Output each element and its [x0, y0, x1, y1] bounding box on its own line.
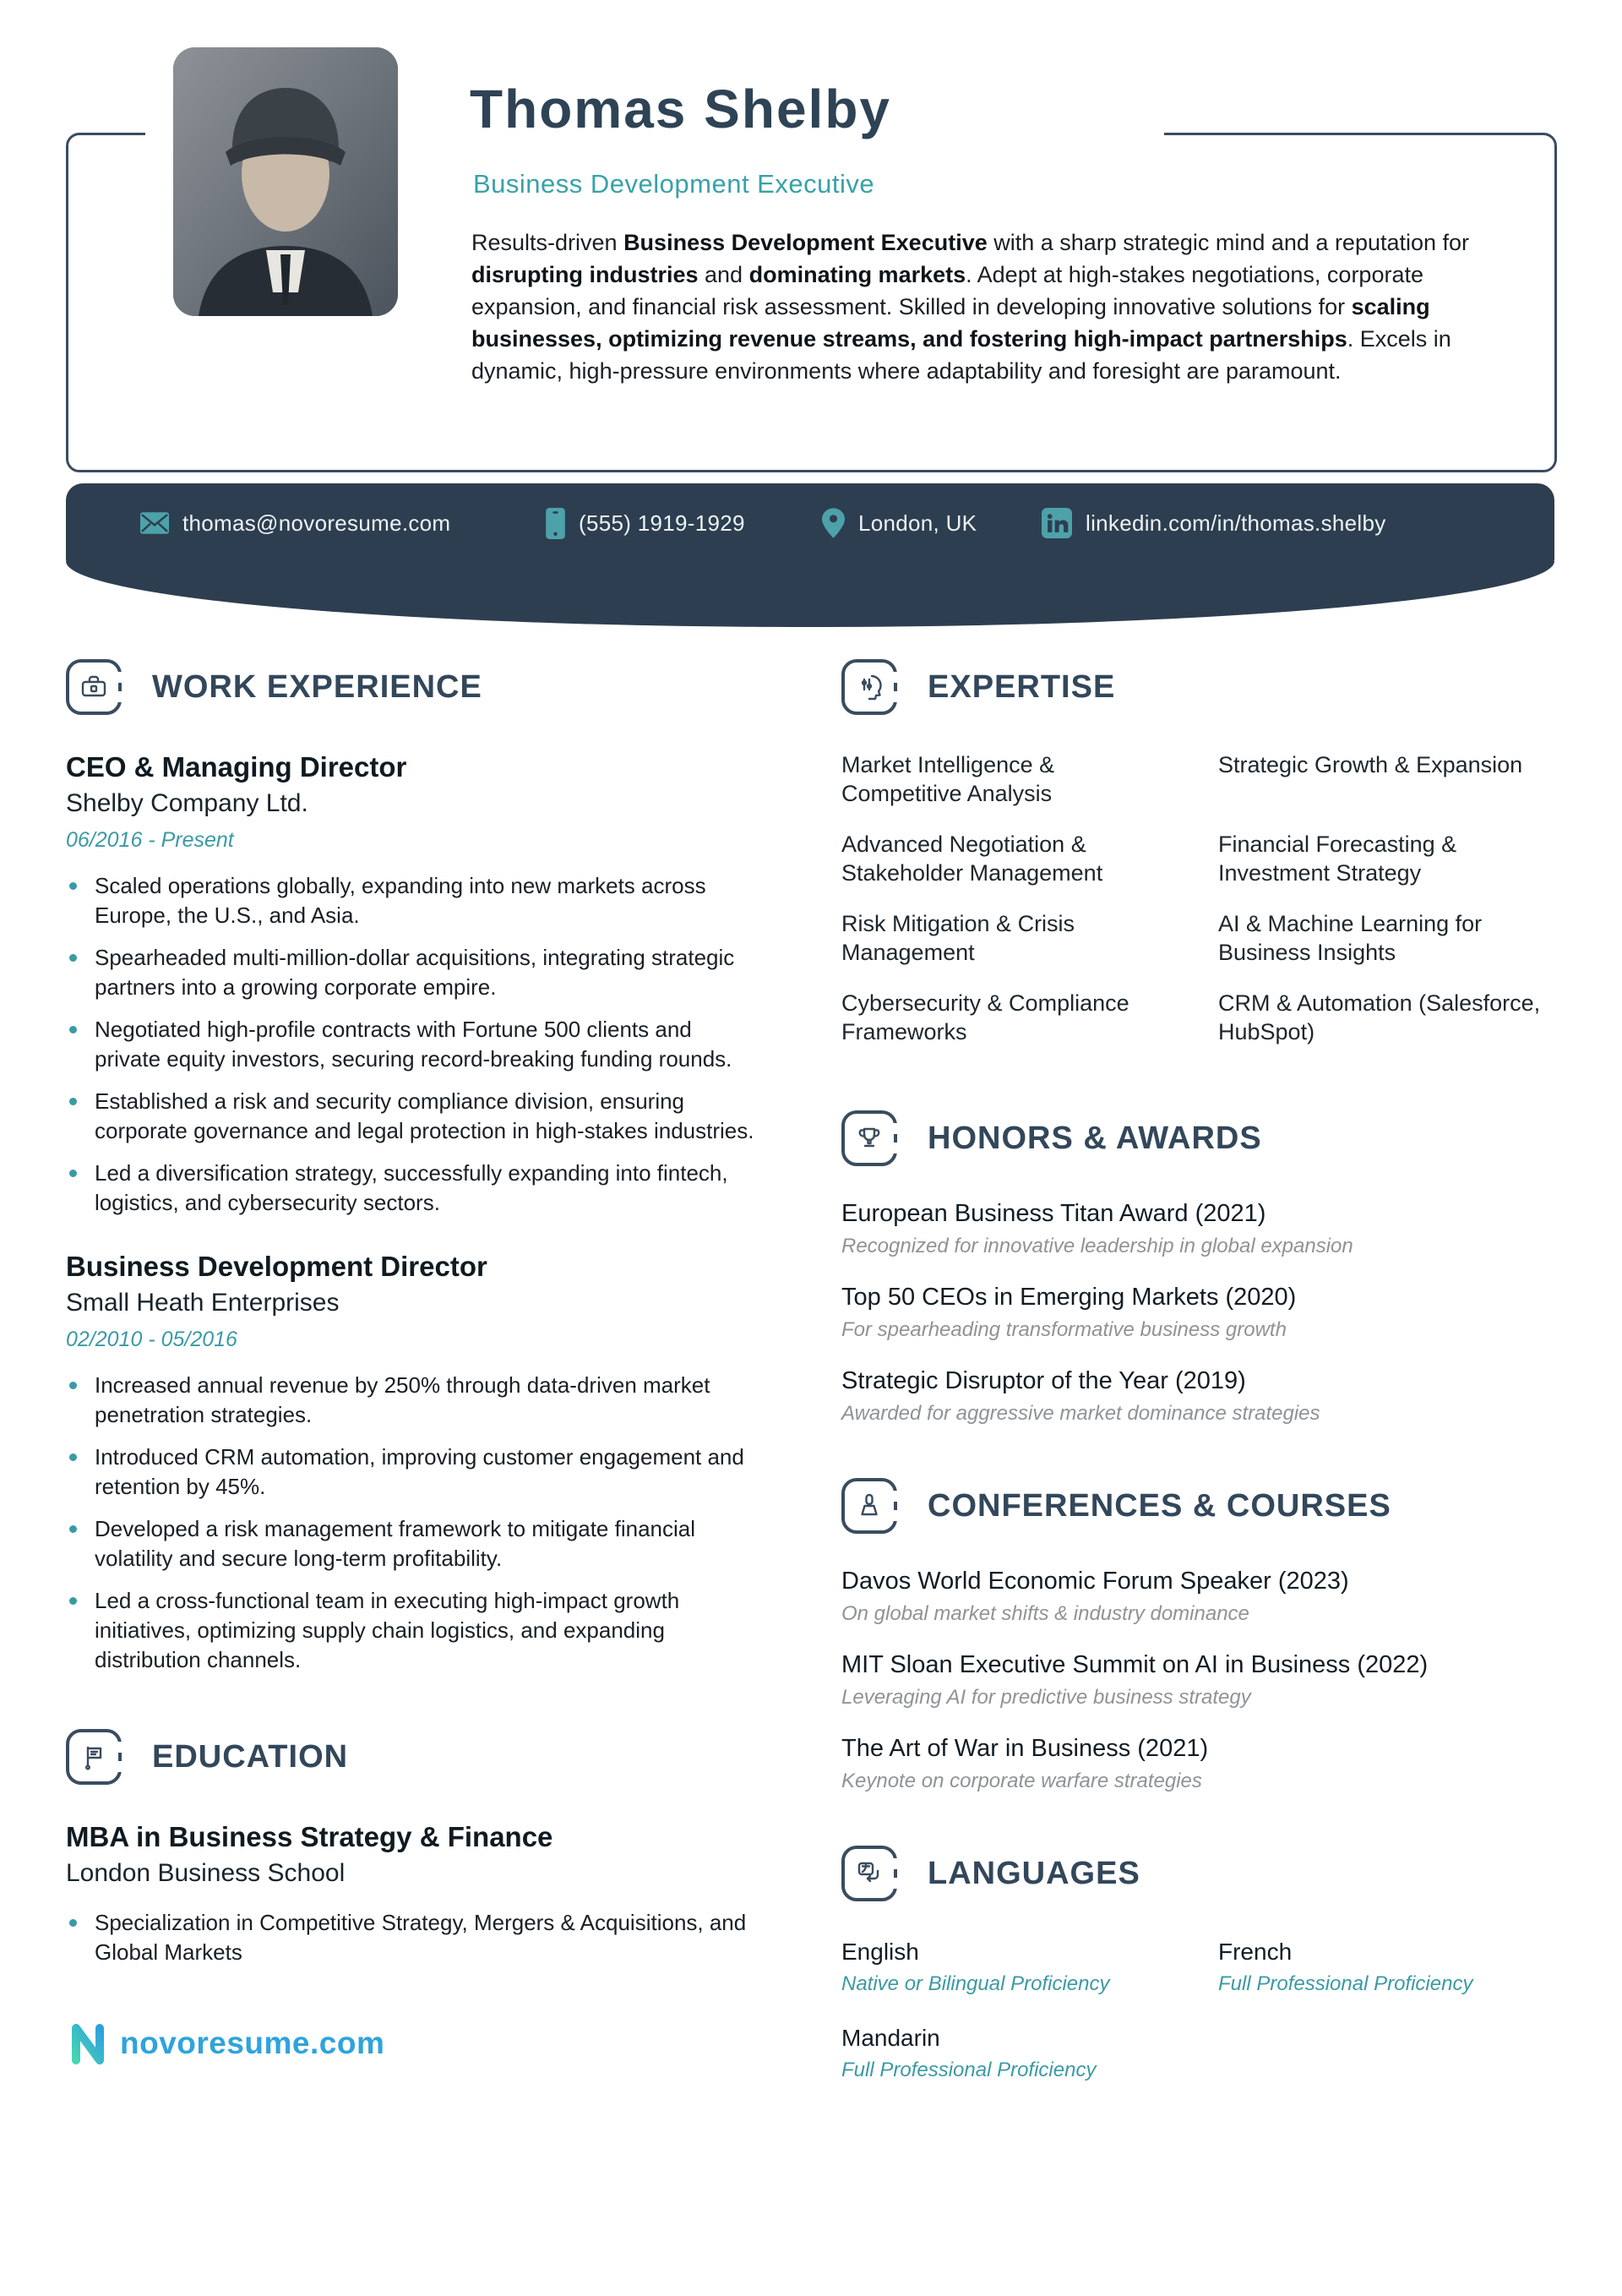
honors-entries [841, 1198, 1556, 1426]
expertise-item: CRM & Automation (Salesforce, HubSpot) [1218, 990, 1541, 1044]
bullet-item: Led a cross-functional team in executing high-impact growth initiatives, optimizing supply chain logistics, and expanding distribution channels. [66, 1586, 761, 1675]
section-title: CONFERENCES & COURSES [928, 1487, 1391, 1524]
bullet-item: Negotiated high-profile contracts with Fortune 500 clients and private equity investors, securing record-breaking funding rounds. [66, 1015, 761, 1074]
award-entry [841, 1366, 1556, 1426]
section-education [66, 1729, 761, 1785]
award-subtitle: Awarded for aggressive market dominance strategies [841, 1402, 1320, 1425]
conference-subtitle: On global market shifts & industry dominance [841, 1602, 1249, 1625]
expertise-item: Market Intelligence & Competitive Analysis [841, 752, 1055, 806]
language-name: English [841, 1939, 919, 1965]
language-level: Native or Bilingual Proficiency [841, 1972, 1110, 1995]
map-pin-icon [822, 508, 845, 538]
bullet-item: Specialization in Competitive Strategy, Mergers & Acquisitions, and Global Markets [66, 1908, 761, 1967]
job-dates: 06/2016 - Present [66, 828, 234, 852]
expertise-item: Risk Mitigation & Crisis Management [841, 911, 1075, 965]
education-entry [66, 1820, 761, 1967]
briefcase-icon [66, 659, 122, 715]
job-entry [66, 750, 761, 1218]
contact-email[interactable] [140, 483, 450, 563]
conference-entry [841, 1650, 1556, 1710]
conference-entry [841, 1733, 1556, 1793]
right-column [841, 659, 1556, 2082]
section-title: HONORS & AWARDS [928, 1120, 1262, 1156]
job-entry [66, 1250, 761, 1675]
job-bullets [66, 1371, 761, 1675]
novoresume-n-logo [66, 2021, 110, 2065]
translate-icon [841, 1846, 897, 1901]
footer-brand[interactable] [66, 2021, 761, 2065]
section-conferences [841, 1478, 1556, 1534]
job-company: Shelby Company Ltd. [66, 789, 308, 817]
section-title: WORK EXPERIENCE [152, 668, 482, 705]
award-subtitle: Recognized for innovative leadership in global expansion [841, 1235, 1353, 1257]
section-expertise [841, 659, 1556, 715]
expertise-item: Advanced Negotiation & Stakeholder Management [841, 832, 1103, 886]
section-honors [841, 1110, 1556, 1166]
contact-linkedin-text: linkedin.com/in/thomas.shelby [1086, 510, 1386, 536]
envelope-icon [140, 512, 169, 534]
portrait-silhouette [173, 47, 398, 316]
bullet-item: Led a diversification strategy, successfully expanding into fintech, logistics, and cybersecurity sectors. [66, 1159, 761, 1218]
language-entry [841, 2025, 1218, 2082]
bullet-item: Introduced CRM automation, improving customer engagement and retention by 45%. [66, 1442, 761, 1502]
job-bullets [66, 871, 761, 1218]
bullet-item: Increased annual revenue by 250% through data-driven market penetration strategies. [66, 1371, 761, 1430]
award-subtitle: For spearheading transformative business growth [841, 1318, 1287, 1341]
language-entry [1218, 1939, 1556, 1996]
contact-location[interactable] [822, 483, 977, 563]
bullet-item: Scaled operations globally, expanding into new markets across Europe, the U.S., and Asia. [66, 871, 761, 930]
contact-bar [66, 483, 1554, 627]
conference-title: MIT Sloan Executive Summit on AI in Business (2022) [841, 1651, 1429, 1678]
contact-bar-curve [66, 561, 1554, 627]
education-bullets [66, 1908, 761, 1967]
language-entry [841, 1939, 1218, 1996]
contact-phone-text: (555) 1919-1929 [579, 510, 745, 536]
head-settings-icon [841, 659, 897, 715]
conference-subtitle: Leveraging AI for predictive business strategy [841, 1686, 1251, 1709]
conference-subtitle: Keynote on corporate warfare strategies [841, 1770, 1202, 1792]
section-work-experience [66, 659, 761, 715]
degree-title: MBA in Business Strategy & Finance [66, 1821, 553, 1852]
expertise-item: Strategic Growth & Expansion [1218, 752, 1523, 777]
language-level: Full Professional Proficiency [841, 2059, 1097, 2081]
award-title: Top 50 CEOs in Emerging Markets (2020) [841, 1284, 1297, 1311]
award-title: European Business Titan Award (2021) [841, 1200, 1266, 1227]
section-languages [841, 1846, 1556, 1901]
conference-title: The Art of War in Business (2021) [841, 1735, 1209, 1762]
language-name: Mandarin [841, 2025, 940, 2051]
languages-grid [841, 1939, 1556, 2082]
job-company: Small Heath Enterprises [66, 1289, 340, 1317]
award-entry [841, 1198, 1556, 1258]
conference-entry [841, 1566, 1556, 1626]
conference-title: Davos World Economic Forum Speaker (2023) [841, 1568, 1349, 1595]
award-entry [841, 1282, 1556, 1342]
job-dates: 02/2010 - 05/2016 [66, 1328, 237, 1351]
section-title: LANGUAGES [928, 1855, 1140, 1891]
expertise-item: Financial Forecasting & Investment Strategy [1218, 832, 1457, 886]
person-name: Thomas Shelby [470, 79, 891, 139]
contact-linkedin[interactable] [1042, 483, 1386, 563]
conferences-entries [841, 1566, 1556, 1793]
expertise-item: Cybersecurity & Compliance Frameworks [841, 990, 1129, 1044]
contact-email-text: thomas@novoresume.com [182, 510, 451, 536]
summary-paragraph: Results-driven Business Development Executive with a sharp strategic mind and a reputation for disrupting industries and dominating markets. Adept at high-stakes negotiations, corporate expansion, and financial risk assessment. Skilled in developing innovative solutions for scaling businesses, optimizing revenue streams, and fostering high-impact partnerships. Excels in dynamic, high-pressure environments where adaptability and foresight are paramount. [471, 230, 1470, 384]
expertise-grid [841, 750, 1556, 1046]
job-title: Business Development Director [66, 1251, 487, 1282]
contact-phone[interactable] [546, 483, 745, 563]
section-title: EDUCATION [152, 1738, 349, 1775]
diploma-icon [66, 1729, 122, 1785]
lectern-mic-icon [841, 1478, 897, 1534]
school-name: London Business School [66, 1859, 346, 1887]
trophy-icon [841, 1110, 897, 1166]
smartphone-icon [546, 508, 565, 539]
expertise-item: AI & Machine Learning for Business Insights [1218, 911, 1483, 965]
contact-location-text: London, UK [858, 510, 977, 536]
language-name: French [1218, 1939, 1293, 1965]
footer-brand-text: novoresume.com [120, 2026, 385, 2060]
linkedin-icon [1042, 508, 1072, 538]
profile-photo [173, 47, 398, 316]
left-column [66, 659, 761, 2065]
language-level: Full Professional Proficiency [1218, 1972, 1473, 1995]
job-title: CEO & Managing Director [66, 751, 407, 783]
bullet-item: Developed a risk management framework to mitigate financial volatility and secure long-term profitability. [66, 1514, 761, 1573]
bullet-item: Established a risk and security compliance division, ensuring corporate governance and legal protection in high-stakes industries. [66, 1087, 761, 1146]
person-job-title: Business Development Executive [473, 169, 875, 199]
section-title: EXPERTISE [928, 668, 1116, 705]
bullet-item: Spearheaded multi-million-dollar acquisitions, integrating strategic partners into a growing corporate empire. [66, 943, 761, 1002]
award-title: Strategic Disruptor of the Year (2019) [841, 1367, 1246, 1394]
